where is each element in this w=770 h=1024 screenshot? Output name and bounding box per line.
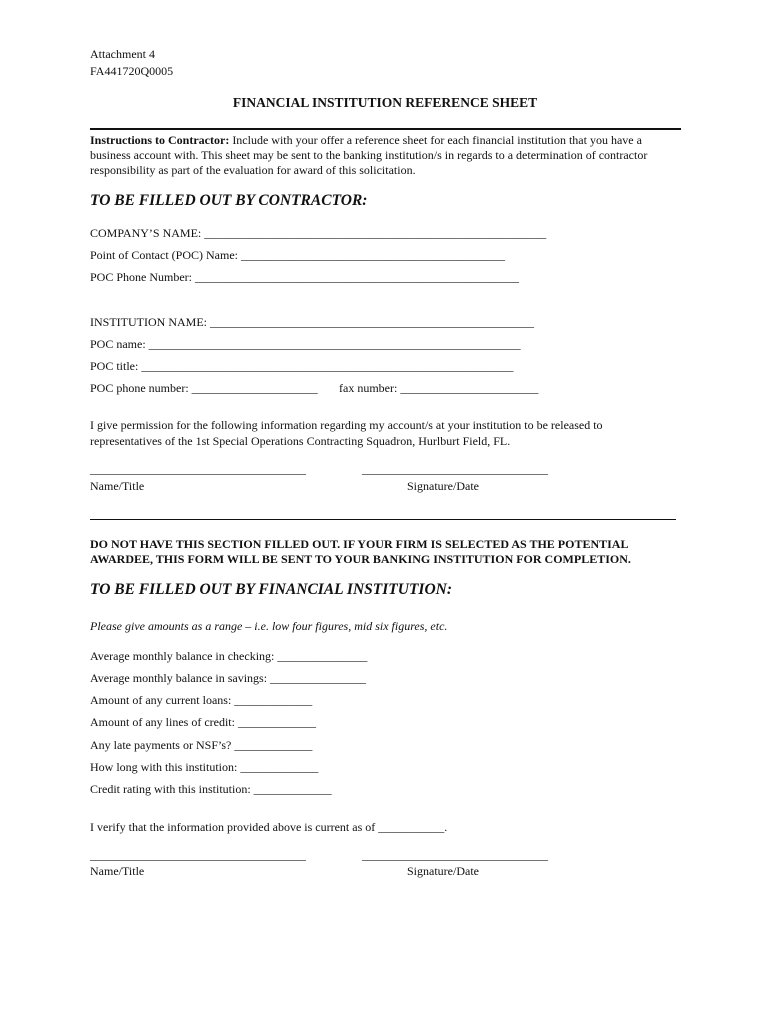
institution-poc-name-field[interactable]: POC name: ______________________________________________________________ xyxy=(90,337,521,351)
late-payments-field[interactable]: Any late payments or NSF’s? _____________ xyxy=(90,738,313,752)
institution-signature-date-label: Signature/Date xyxy=(407,864,479,878)
verify-statement[interactable]: I verify that the information provided above is current as of ___________. xyxy=(90,820,448,834)
attachment-label: Attachment 4 xyxy=(90,47,155,61)
institution-section-heading: TO BE FILLED OUT BY FINANCIAL INSTITUTION: xyxy=(90,581,452,598)
avg-balance-savings-field[interactable]: Average monthly balance in savings: ________________ xyxy=(90,671,367,685)
contractor-name-title-label: Name/Title xyxy=(90,479,145,493)
instructions-label: Instructions to Contractor: xyxy=(90,133,230,147)
instructions-line-3: responsibility as part of the evaluation for award of this solicitation. xyxy=(90,163,416,177)
permission-line-1: I give permission for the following information regarding my account/s at your institution to be released to xyxy=(90,418,603,432)
avg-balance-checking-field[interactable]: Average monthly balance in checking: _______________ xyxy=(90,649,368,663)
poc-phone-field[interactable]: POC Phone Number: ______________________________________________________ xyxy=(90,270,519,284)
contractor-signature-line[interactable]: _______________________________ xyxy=(362,462,548,476)
contractor-section-heading: TO BE FILLED OUT BY CONTRACTOR: xyxy=(90,192,368,209)
warning-line-2: AWARDEE, THIS FORM WILL BE SENT TO YOUR BANKING INSTITUTION FOR COMPLETION. xyxy=(90,552,631,566)
institution-poc-title-field[interactable]: POC title: ______________________________________________________________ xyxy=(90,359,514,373)
section-separator xyxy=(90,519,676,520)
permission-line-2: representatives of the 1st Special Operations Contracting Squadron, Hurlburt Field, FL. xyxy=(90,434,511,448)
amount-range-note: Please give amounts as a range – i.e. low four figures, mid six figures, etc. xyxy=(90,619,448,633)
institution-fax-field[interactable]: fax number: _______________________ xyxy=(339,381,539,395)
time-with-institution-field[interactable]: How long with this institution: _____________ xyxy=(90,760,319,774)
instructions-text-1: Include with your offer a reference sheet for each financial institution that you have a xyxy=(232,133,642,147)
solicitation-number: FA441720Q0005 xyxy=(90,64,174,78)
institution-signature-line[interactable]: _______________________________ xyxy=(362,848,548,862)
contractor-signature-date-label: Signature/Date xyxy=(407,479,479,493)
title-divider xyxy=(90,128,681,130)
institution-name-field[interactable]: INSTITUTION NAME: ______________________________________________________ xyxy=(90,315,534,329)
institution-poc-phone-field[interactable]: POC phone number: _____________________ xyxy=(90,381,318,395)
page-title: FINANCIAL INSTITUTION REFERENCE SHEET xyxy=(232,95,538,110)
instructions-line-1 xyxy=(90,133,642,147)
institution-name-title-line[interactable]: ____________________________________ xyxy=(90,848,306,862)
credit-rating-field[interactable]: Credit rating with this institution: _____________ xyxy=(90,782,332,796)
poc-name-field[interactable]: Point of Contact (POC) Name: ____________________________________________ xyxy=(90,248,505,262)
instructions-line-2: business account with. This sheet may be sent to the banking institution/s in regards to a determination of contractor xyxy=(90,148,648,162)
company-name-field[interactable]: COMPANY’S NAME: _________________________________________________________ xyxy=(90,226,547,240)
institution-name-title-label: Name/Title xyxy=(90,864,145,878)
warning-line-1: DO NOT HAVE THIS SECTION FILLED OUT. IF YOUR FIRM IS SELECTED AS THE POTENTIAL xyxy=(90,537,629,551)
lines-of-credit-field[interactable]: Amount of any lines of credit: _____________ xyxy=(90,715,316,729)
contractor-name-title-line[interactable]: ____________________________________ xyxy=(90,462,306,476)
current-loans-field[interactable]: Amount of any current loans: _____________ xyxy=(90,693,313,707)
